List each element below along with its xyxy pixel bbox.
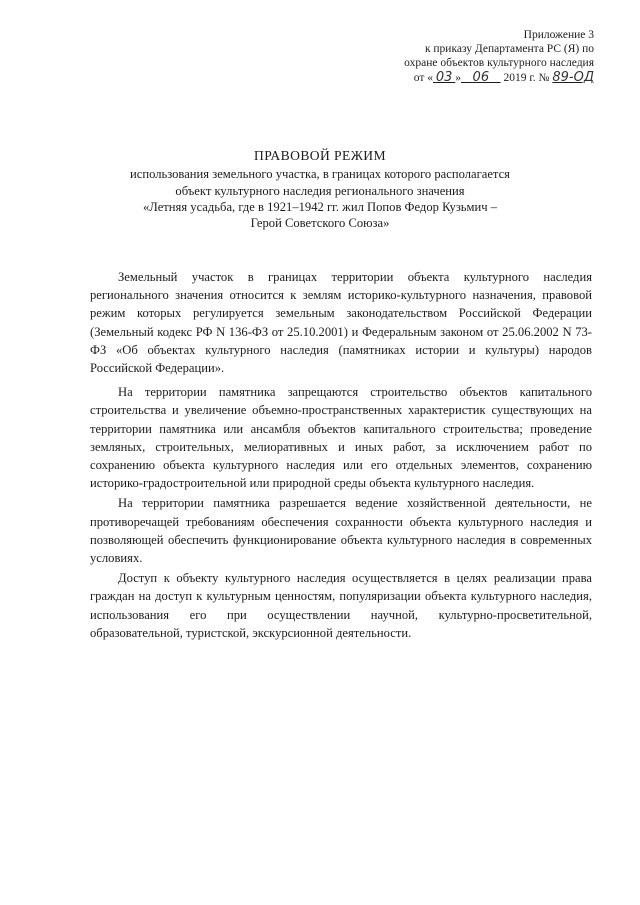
document-body	[90, 268, 592, 643]
date-prefix: от «	[413, 71, 433, 84]
paragraph-prohibitions: На территории памятника запрещаются строительство объектов капитального строительства и увеличение объемно-пространственных характеристик существующих на территории памятника или ансамбля объектов капитального строительства; проведение земляных, строительных, мелиоративных и иных работ, за исключением работ по сохранению объекта культурного наследия или его отдельных элементов, сохранению историко-градостроительной или природной среды объекта культурного наследия.	[90, 385, 592, 491]
page-title: ПРАВОВОЙ РЕЖИМ	[254, 148, 386, 163]
heading-line-1: использования земельного участка, в границах которого располагается	[130, 167, 510, 182]
paragraph-permissions: На территории памятника разрешается ведение хозяйственной деятельности, не противоречащей требованиям обеспечения сохранности объекта культурного наследия и позволяющей обеспечить функционирование объекта культурного наследия в современных условиях.	[90, 496, 592, 566]
order-number: 89-ОД	[552, 69, 594, 85]
appendix-title: Приложение 3	[523, 29, 594, 41]
heading-line-2: объект культурного наследия регионального значения	[175, 183, 465, 198]
date-mid: »	[455, 71, 462, 84]
heading-line-4: Герой Советского Союза»	[250, 216, 390, 231]
appendix-department-line: охране объектов культурного наследия	[404, 57, 594, 70]
appendix-order-line: к приказу Департамента РС (Я) по	[424, 43, 594, 56]
date-month: 06	[472, 69, 490, 85]
paragraph-land-category: Земельный участок в границах территории объекта культурного наследия регионального значения относится к землям историко-культурного назначения, правовой режим которых регулируется земельным законодательством Российской Федерации (Земельный кодекс РФ N 136-ФЗ от 25.10.2001) и Федеральным законом от 25.06.2002 N 73-ФЗ «Об объектах культурного наследия (памятниках истории и культуры) народов Российской Федерации».	[90, 270, 592, 376]
date-day: 03	[435, 69, 453, 85]
heading-line-3: «Летняя усадьба, где в 1921–1942 гг. жил Попов Федор Кузьмич –	[142, 199, 498, 214]
appendix-header	[344, 28, 594, 85]
document-heading	[70, 148, 570, 231]
appendix-date-line	[344, 71, 594, 85]
paragraph-access: Доступ к объекту культурного наследия осуществляется в целях реализации права граждан на доступ к культурным ценностям, популяризации объекта культурного наследия, использования его при осуществлении научной, культурно-просветительной, образовательной, туристской, экскурсионной деятельности.	[90, 571, 592, 640]
date-year: 2019 г. №	[503, 71, 550, 84]
